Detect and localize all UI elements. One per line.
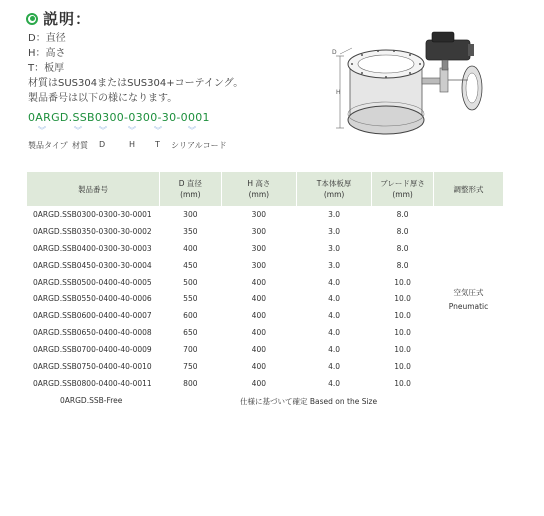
cell-height: 400 — [251, 311, 266, 321]
col-header-product-code: 製品番号 — [27, 172, 159, 206]
cell-diameter: 500 — [183, 277, 198, 287]
table-row — [27, 240, 503, 257]
code-part-label: シリアルコード — [171, 141, 227, 150]
table-row — [27, 341, 503, 358]
cell-diameter: 750 — [183, 361, 198, 371]
code-part-label: H — [129, 140, 136, 149]
cell-thickness: 4.0 — [328, 311, 341, 321]
cell-diameter: 700 — [183, 345, 198, 355]
table-header-row — [27, 172, 503, 206]
cell-product-code: 0ARGD.SSB0800-0400-40-0011 — [33, 378, 152, 388]
cell-diameter: 350 — [183, 226, 198, 236]
spec-table — [26, 172, 504, 392]
cell-product-code: 0ARGD.SSB0550-0400-40-0006 — [33, 294, 152, 304]
table-row — [27, 274, 503, 291]
control-type-en: Pneumatic — [448, 301, 489, 311]
cell-product-code: 0ARGD.SSB0450-0300-30-0004 — [33, 260, 152, 270]
cell-blade: 10.0 — [394, 378, 411, 388]
col-header-blade: ブレード厚さ (mm) — [372, 172, 433, 206]
cell-diameter: 800 — [183, 378, 198, 388]
cell-height: 400 — [251, 345, 266, 355]
table-row — [27, 223, 503, 240]
code-arrows — [28, 127, 228, 139]
cell-height: 300 — [251, 243, 266, 253]
cell-blade: 10.0 — [394, 361, 411, 371]
cell-blade: 8.0 — [396, 209, 409, 219]
cell-height: 400 — [251, 328, 266, 338]
cell-thickness: 4.0 — [328, 328, 341, 338]
cell-blade: 8.0 — [396, 243, 409, 253]
control-type-ja: 空気圧式 — [453, 287, 484, 297]
cell-blade: 10.0 — [394, 311, 411, 321]
spec-line-thickness: T：板厚 — [28, 63, 65, 74]
cell-blade: 8.0 — [396, 260, 409, 270]
free-size-code: 0ARGD.SSB-Free — [60, 396, 123, 405]
code-part-labels — [28, 140, 248, 152]
table-row — [27, 206, 503, 223]
cell-diameter: 600 — [183, 311, 198, 321]
chevron-down-icon: ︾ — [188, 126, 196, 135]
cell-product-code: 0ARGD.SSB0600-0400-40-0007 — [33, 311, 152, 321]
cell-blade: 10.0 — [394, 328, 411, 338]
spec-line-height: H：高さ — [28, 48, 66, 59]
cell-product-code: 0ARGD.SSB0400-0300-30-0003 — [33, 243, 152, 253]
free-size-note: 仕様に基づいて確定 Based on the Size — [240, 397, 378, 406]
cell-thickness: 4.0 — [328, 277, 341, 287]
cell-blade: 8.0 — [396, 226, 409, 236]
table-row — [27, 324, 503, 341]
chevron-down-icon: ︾ — [154, 126, 162, 135]
code-part-label: T — [155, 140, 160, 149]
cell-blade: 10.0 — [394, 345, 411, 355]
cell-diameter: 450 — [183, 260, 198, 270]
product-code-example: 0ARGD.SSB0300-0300-30-0001 — [28, 111, 210, 124]
spec-line-diameter: D：直径 — [28, 33, 66, 44]
table-row — [27, 307, 503, 324]
col-header-height: H 高さ (mm) — [222, 172, 296, 206]
spec-line-material: 材質はSUS304またはSUS304+コーテイング。 — [28, 78, 244, 89]
cell-height: 400 — [251, 277, 266, 287]
chevron-down-icon: ︾ — [99, 126, 107, 135]
cell-thickness: 4.0 — [328, 294, 341, 304]
damper-illustration — [322, 28, 522, 144]
cell-blade: 10.0 — [394, 294, 411, 304]
table-row — [27, 375, 503, 392]
cell-height: 400 — [251, 361, 266, 371]
bullet-icon — [26, 13, 38, 25]
cell-thickness: 4.0 — [328, 361, 341, 371]
cell-height: 300 — [251, 209, 266, 219]
cell-thickness: 3.0 — [328, 260, 341, 270]
chevron-down-icon: ︾ — [74, 126, 82, 135]
col-header-diameter: D 直径 (mm) — [160, 172, 221, 206]
cell-product-code: 0ARGD.SSB0700-0400-40-0009 — [33, 345, 152, 355]
col-header-control: 調整形式 — [434, 172, 503, 206]
cell-product-code: 0ARGD.SSB0750-0400-40-0010 — [33, 361, 152, 371]
cell-product-code: 0ARGD.SSB0500-0400-40-0005 — [33, 277, 152, 287]
cell-thickness: 3.0 — [328, 226, 341, 236]
cell-height: 400 — [251, 378, 266, 388]
cell-diameter: 550 — [183, 294, 198, 304]
cell-thickness: 4.0 — [328, 378, 341, 388]
col-header-thickness: T本体板厚 (mm) — [297, 172, 371, 206]
cell-diameter: 300 — [183, 209, 198, 219]
cell-thickness: 3.0 — [328, 209, 341, 219]
dim-d-label: D — [332, 49, 337, 56]
cell-diameter: 400 — [183, 243, 198, 253]
table-row — [27, 257, 503, 274]
chevron-down-icon: ︾ — [38, 126, 46, 135]
cell-thickness: 3.0 — [328, 243, 341, 253]
dim-h-label: H — [336, 89, 341, 96]
chevron-down-icon: ︾ — [128, 126, 136, 135]
cell-product-code: 0ARGD.SSB0650-0400-40-0008 — [33, 328, 152, 338]
cell-height: 400 — [251, 294, 266, 304]
cell-product-code: 0ARGD.SSB0300-0300-30-0001 — [33, 209, 152, 219]
table-row — [27, 358, 503, 375]
code-part-label: 材質 — [72, 141, 88, 150]
section-title: 説明： — [43, 10, 92, 28]
spec-list — [28, 31, 243, 106]
cell-thickness: 4.0 — [328, 345, 341, 355]
table-row — [27, 290, 503, 307]
spec-line-code-intro: 製品番号は以下の様になります。 — [28, 93, 178, 104]
cell-control-type — [434, 206, 503, 392]
code-part-label: 製品タイプ — [28, 141, 68, 150]
cell-diameter: 650 — [183, 328, 198, 338]
cell-blade: 10.0 — [394, 277, 411, 287]
code-part-label: D — [99, 140, 106, 149]
cell-height: 300 — [251, 260, 266, 270]
cell-height: 300 — [251, 226, 266, 236]
cell-product-code: 0ARGD.SSB0350-0300-30-0002 — [33, 226, 152, 236]
section-heading — [26, 8, 91, 29]
